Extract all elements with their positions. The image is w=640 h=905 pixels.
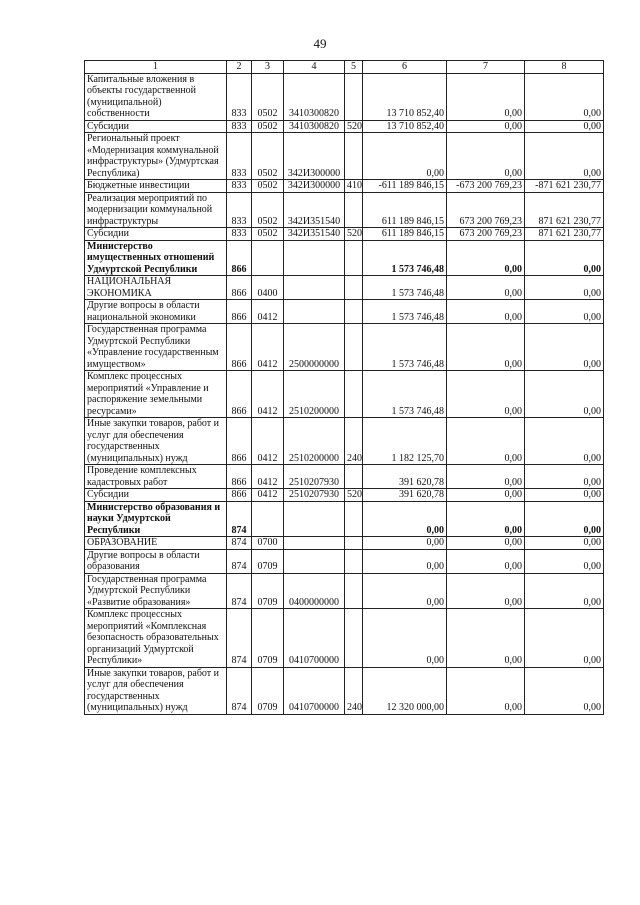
item-name: Реализация мероприятий по модернизации коммунальной инфраструктуры	[85, 192, 227, 228]
amount-col-8: 0,00	[525, 465, 604, 489]
amount-col-8: 0,00	[525, 133, 604, 180]
amount-col-8: 0,00	[525, 73, 604, 120]
ministry-code: 874	[227, 667, 252, 714]
section-code: 0709	[252, 609, 284, 668]
ministry-code: 833	[227, 133, 252, 180]
target-article-code: 0410700000	[284, 609, 345, 668]
header-cell: 4	[284, 61, 345, 74]
expense-type-code: 520	[345, 489, 363, 502]
target-article-code: 342И300000	[284, 180, 345, 193]
target-article-code	[284, 300, 345, 324]
expense-type-code	[345, 537, 363, 550]
expense-type-code	[345, 501, 363, 537]
target-article-code	[284, 276, 345, 300]
expense-type-code	[345, 371, 363, 418]
amount-col-8: -871 621 230,77	[525, 180, 604, 193]
amount-col-8: 0,00	[525, 489, 604, 502]
item-name: Бюджетные инвестиции	[85, 180, 227, 193]
header-cell: 8	[525, 61, 604, 74]
item-name: Другие вопросы в области национальной экономики	[85, 300, 227, 324]
amount-col-6: 1 573 746,48	[363, 371, 447, 418]
section-code: 0502	[252, 120, 284, 133]
amount-col-6: 0,00	[363, 573, 447, 609]
amount-col-8: 0,00	[525, 609, 604, 668]
target-article-code: 342И300000	[284, 133, 345, 180]
amount-col-6: 13 710 852,40	[363, 120, 447, 133]
amount-col-8: 0,00	[525, 300, 604, 324]
ministry-code: 874	[227, 537, 252, 550]
table-row	[85, 73, 604, 120]
table-row	[85, 192, 604, 228]
section-code	[252, 501, 284, 537]
item-name: Субсидии	[85, 489, 227, 502]
amount-col-8: 0,00	[525, 418, 604, 465]
expense-type-code: 520	[345, 228, 363, 241]
header-cell: 7	[447, 61, 525, 74]
expense-type-code	[345, 240, 363, 276]
amount-col-6: 0,00	[363, 549, 447, 573]
table-row	[85, 371, 604, 418]
item-name: НАЦИОНАЛЬНАЯ ЭКОНОМИКА	[85, 276, 227, 300]
amount-col-6: 1 573 746,48	[363, 324, 447, 371]
amount-col-7: 0,00	[447, 300, 525, 324]
amount-col-7: 0,00	[447, 489, 525, 502]
table-row	[85, 537, 604, 550]
section-code: 0412	[252, 489, 284, 502]
expense-type-code	[345, 465, 363, 489]
expense-type-code	[345, 573, 363, 609]
table-row	[85, 180, 604, 193]
table-row	[85, 240, 604, 276]
amount-col-6: 611 189 846,15	[363, 228, 447, 241]
ministry-code: 866	[227, 489, 252, 502]
ministry-code: 833	[227, 120, 252, 133]
amount-col-7: 0,00	[447, 418, 525, 465]
section-code: 0502	[252, 73, 284, 120]
section-code: 0412	[252, 465, 284, 489]
item-name: Государственная программа Удмуртской Республики «Управление государственным имуществом»	[85, 324, 227, 371]
target-article-code	[284, 549, 345, 573]
amount-col-7: 0,00	[447, 549, 525, 573]
section-code: 0709	[252, 573, 284, 609]
header-cell: 1	[85, 61, 227, 74]
table-row	[85, 549, 604, 573]
table-row	[85, 228, 604, 241]
ministry-code: 874	[227, 573, 252, 609]
expense-type-code	[345, 324, 363, 371]
amount-col-7: 0,00	[447, 609, 525, 668]
amount-col-6: 0,00	[363, 133, 447, 180]
table-row	[85, 276, 604, 300]
table-row	[85, 324, 604, 371]
header-cell: 5	[345, 61, 363, 74]
amount-col-7: 673 200 769,23	[447, 228, 525, 241]
ministry-code: 833	[227, 228, 252, 241]
amount-col-7: 0,00	[447, 501, 525, 537]
page-number: 49	[313, 36, 327, 51]
target-article-code: 2510200000	[284, 371, 345, 418]
section-code: 0709	[252, 667, 284, 714]
expense-type-code	[345, 609, 363, 668]
amount-col-6: 0,00	[363, 537, 447, 550]
expense-type-code: 520	[345, 120, 363, 133]
target-article-code	[284, 501, 345, 537]
amount-col-6: 1 573 746,48	[363, 276, 447, 300]
amount-col-8: 0,00	[525, 276, 604, 300]
amount-col-6: 13 710 852,40	[363, 73, 447, 120]
amount-col-7: 673 200 769,23	[447, 192, 525, 228]
ministry-code: 833	[227, 73, 252, 120]
ministry-code: 866	[227, 276, 252, 300]
table-row	[85, 489, 604, 502]
table-row	[85, 667, 604, 714]
ministry-code: 866	[227, 418, 252, 465]
amount-col-8: 0,00	[525, 324, 604, 371]
amount-col-8: 0,00	[525, 501, 604, 537]
expense-type-code	[345, 300, 363, 324]
amount-col-8: 871 621 230,77	[525, 228, 604, 241]
table-row	[85, 573, 604, 609]
amount-col-6: 391 620,78	[363, 489, 447, 502]
expense-type-code	[345, 276, 363, 300]
amount-col-6: 391 620,78	[363, 465, 447, 489]
item-name: Субсидии	[85, 228, 227, 241]
section-code: 0412	[252, 324, 284, 371]
amount-col-8: 0,00	[525, 240, 604, 276]
amount-col-7: 0,00	[447, 120, 525, 133]
amount-col-7: 0,00	[447, 73, 525, 120]
target-article-code: 2510207930	[284, 465, 345, 489]
expense-type-code	[345, 192, 363, 228]
amount-col-8: 0,00	[525, 667, 604, 714]
section-code	[252, 240, 284, 276]
amount-col-7: 0,00	[447, 276, 525, 300]
section-code: 0709	[252, 549, 284, 573]
header-cell: 3	[252, 61, 284, 74]
amount-col-7: 0,00	[447, 371, 525, 418]
target-article-code: 342И351540	[284, 192, 345, 228]
amount-col-7: -673 200 769,23	[447, 180, 525, 193]
amount-col-7: 0,00	[447, 465, 525, 489]
ministry-code: 866	[227, 300, 252, 324]
ministry-code: 874	[227, 501, 252, 537]
ministry-code: 866	[227, 240, 252, 276]
amount-col-6: -611 189 846,15	[363, 180, 447, 193]
amount-col-7: 0,00	[447, 133, 525, 180]
ministry-code: 833	[227, 180, 252, 193]
item-name: Министерство образования и науки Удмуртской Республики	[85, 501, 227, 537]
amount-col-6: 0,00	[363, 501, 447, 537]
amount-col-6: 611 189 846,15	[363, 192, 447, 228]
ministry-code: 874	[227, 609, 252, 668]
section-code: 0502	[252, 228, 284, 241]
target-article-code: 342И351540	[284, 228, 345, 241]
amount-col-8: 0,00	[525, 549, 604, 573]
expense-type-code: 240	[345, 418, 363, 465]
amount-col-8: 0,00	[525, 573, 604, 609]
item-name: Капитальные вложения в объекты государственной (муниципальной) собственности	[85, 73, 227, 120]
item-name: Субсидии	[85, 120, 227, 133]
target-article-code: 0400000000	[284, 573, 345, 609]
expense-type-code	[345, 549, 363, 573]
amount-col-7: 0,00	[447, 324, 525, 371]
expense-type-code	[345, 73, 363, 120]
section-code: 0412	[252, 300, 284, 324]
item-name: Иные закупки товаров, работ и услуг для обеспечения государственных (муниципальных) нужд	[85, 418, 227, 465]
item-name: Государственная программа Удмуртской Республики «Развитие образования»	[85, 573, 227, 609]
target-article-code: 2510200000	[284, 418, 345, 465]
amount-col-6: 1 573 746,48	[363, 300, 447, 324]
table-header-row	[85, 61, 604, 74]
table-row	[85, 120, 604, 133]
amount-col-7: 0,00	[447, 667, 525, 714]
ministry-code: 874	[227, 549, 252, 573]
table-row	[85, 133, 604, 180]
amount-col-7: 0,00	[447, 537, 525, 550]
expense-type-code: 410	[345, 180, 363, 193]
header-cell: 6	[363, 61, 447, 74]
item-name: Комплекс процессных мероприятий «Управление и распоряжение земельными ресурсами»	[85, 371, 227, 418]
amount-col-6: 0,00	[363, 609, 447, 668]
section-code: 0502	[252, 192, 284, 228]
item-name: Министерство имущественных отношений Удмуртской Республики	[85, 240, 227, 276]
section-code: 0412	[252, 371, 284, 418]
section-code: 0502	[252, 180, 284, 193]
item-name: Комплекс процессных мероприятий «Комплексная безопасность образовательных организаций Удмуртской Республики»	[85, 609, 227, 668]
target-article-code: 3410300820	[284, 73, 345, 120]
budget-table	[84, 60, 604, 715]
target-article-code	[284, 240, 345, 276]
item-name: Другие вопросы в области образования	[85, 549, 227, 573]
ministry-code: 833	[227, 192, 252, 228]
section-code: 0502	[252, 133, 284, 180]
amount-col-8: 0,00	[525, 537, 604, 550]
item-name: Иные закупки товаров, работ и услуг для обеспечения государственных (муниципальных) нужд	[85, 667, 227, 714]
table-row	[85, 300, 604, 324]
amount-col-6: 12 320 000,00	[363, 667, 447, 714]
target-article-code: 2500000000	[284, 324, 345, 371]
table-row	[85, 609, 604, 668]
target-article-code: 3410300820	[284, 120, 345, 133]
amount-col-7: 0,00	[447, 573, 525, 609]
target-article-code: 0410700000	[284, 667, 345, 714]
header-cell: 2	[227, 61, 252, 74]
item-name: Проведение комплексных кадастровых работ	[85, 465, 227, 489]
ministry-code: 866	[227, 465, 252, 489]
amount-col-6: 1 182 125,70	[363, 418, 447, 465]
table-row	[85, 418, 604, 465]
section-code: 0412	[252, 418, 284, 465]
amount-col-7: 0,00	[447, 240, 525, 276]
amount-col-8: 0,00	[525, 371, 604, 418]
section-code: 0700	[252, 537, 284, 550]
ministry-code: 866	[227, 324, 252, 371]
section-code: 0400	[252, 276, 284, 300]
item-name: ОБРАЗОВАНИЕ	[85, 537, 227, 550]
target-article-code	[284, 537, 345, 550]
amount-col-6: 1 573 746,48	[363, 240, 447, 276]
amount-col-8: 871 621 230,77	[525, 192, 604, 228]
ministry-code: 866	[227, 371, 252, 418]
table-row	[85, 501, 604, 537]
expense-type-code: 240	[345, 667, 363, 714]
target-article-code: 2510207930	[284, 489, 345, 502]
table-row	[85, 465, 604, 489]
amount-col-8: 0,00	[525, 120, 604, 133]
expense-type-code	[345, 133, 363, 180]
item-name: Региональный проект «Модернизация коммунальной инфраструктуры» (Удмуртская Республика)	[85, 133, 227, 180]
